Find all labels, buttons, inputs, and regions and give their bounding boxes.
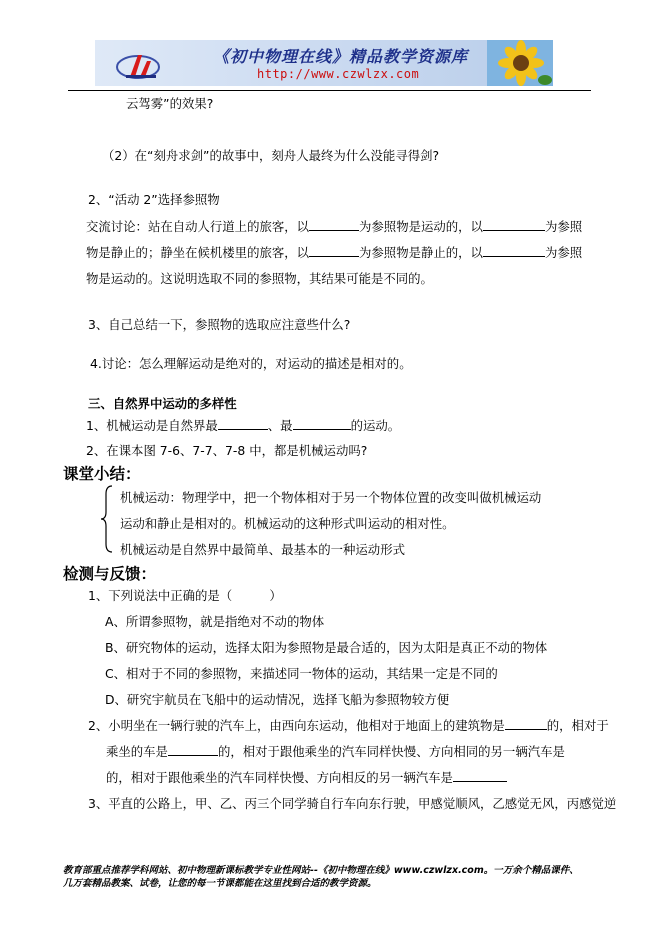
text-segment: 2、小明坐在一辆行驶的汽车上，由西向东运动，他相对于地面上的建筑物是 bbox=[88, 718, 505, 733]
text-segment: 为参照物是静止的，以 bbox=[359, 245, 483, 260]
feedback-heading: 检测与反馈： bbox=[63, 565, 157, 583]
summary-item: 机械运动：物理学中，把一个物体相对于另一个物体位置的改变叫做机械运动 bbox=[120, 490, 542, 505]
question-2: （2）在“刻舟求剑”的故事中，刻舟人最终为什么没能寻得剑? bbox=[102, 148, 440, 163]
activity-2-heading: 2、“活动 2”选择参照物 bbox=[88, 192, 220, 207]
option-c: C、相对于不同的参照物，来描述同一物体的运动，其结果一定是不同的 bbox=[105, 666, 498, 681]
question-3: 3、平直的公路上，甲、乙、丙三个同学骑自行车向东行驶，甲感觉顺风，乙感觉无风，丙感觉逆 bbox=[88, 796, 617, 811]
text-segment: 1、机械运动是自然界最 bbox=[86, 418, 218, 433]
text-segment: 物是静止的；静坐在候机楼里的旅客，以 bbox=[86, 245, 310, 260]
text-segment: 为参照 bbox=[544, 245, 583, 260]
footer-line: 几万套精品教案、试卷，让您的每一节课都能在这里找到合适的教学资源。 bbox=[63, 878, 377, 889]
summary-item: 机械运动是自然界中最简单、最基本的一种运动形式 bbox=[120, 542, 405, 557]
item-4: 4.讨论：怎么理解运动是绝对的，对运动的描述是相对的。 bbox=[90, 356, 412, 371]
text-segment: 、最 bbox=[267, 418, 293, 433]
section-3-item-1 bbox=[86, 416, 400, 434]
text-segment: 乘坐的车是 bbox=[106, 744, 168, 759]
answer-blank[interactable] bbox=[483, 245, 545, 257]
text-segment: 交流讨论：站在自动人行道上的旅客，以 bbox=[86, 219, 310, 234]
question-2-line-3 bbox=[106, 768, 507, 786]
text-line: 云驾雾”的效果? bbox=[126, 96, 214, 111]
text-segment: 的，相对于跟他乘坐的汽车同样快慢、方向相反的另一辆汽车是 bbox=[106, 770, 453, 785]
banner-title: 《初中物理在线》精品教学资源库 bbox=[213, 47, 469, 66]
header-divider bbox=[68, 90, 591, 91]
item-3: 3、自己总结一下，参照物的选取应注意些什么? bbox=[88, 317, 351, 332]
section-3-item-2: 2、在课本图 7-6、7-7、7-8 中，都是机械运动吗? bbox=[86, 443, 368, 458]
banner-url[interactable]: http://www.czwlzx.com bbox=[257, 67, 420, 81]
summary-item: 运动和静止是相对的。机械运动的这种形式叫运动的相对性。 bbox=[120, 516, 455, 531]
answer-blank[interactable] bbox=[293, 418, 351, 430]
discussion-line-1 bbox=[86, 217, 582, 235]
summary-heading-wrap bbox=[63, 462, 141, 484]
answer-blank[interactable] bbox=[505, 718, 547, 730]
brace-icon bbox=[100, 484, 114, 554]
answer-blank[interactable] bbox=[483, 219, 545, 231]
answer-blank[interactable] bbox=[168, 744, 218, 756]
discussion-line-3: 物是运动的。这说明选取不同的参照物，其结果可能是不同的。 bbox=[86, 271, 433, 286]
answer-blank[interactable] bbox=[453, 770, 507, 782]
discussion-line-2 bbox=[86, 243, 582, 261]
text-segment: 为参照 bbox=[544, 219, 583, 234]
site-logo-icon bbox=[116, 49, 168, 81]
feedback-heading-wrap bbox=[63, 562, 156, 584]
text-segment: 为参照物是运动的，以 bbox=[359, 219, 483, 234]
text-segment: 的运动。 bbox=[350, 418, 401, 433]
text-segment: 的，相对于跟他乘坐的汽车同样快慢、方向相同的另一辆汽车是 bbox=[217, 744, 565, 759]
summary-heading: 课堂小结： bbox=[63, 465, 141, 483]
option-d: D、研究宇航员在飞船中的运动情况，选择飞船为参照物较方便 bbox=[105, 692, 450, 707]
question-1: 1、下列说法中正确的是（ ） bbox=[88, 588, 282, 603]
footer-line: 教育部重点推荐学科网站、初中物理新课标教学专业性网站--《初中物理在线》www.czwlzx.com。一万余个精品课件、 bbox=[63, 865, 579, 876]
section-3-heading: 三、自然界中运动的多样性 bbox=[88, 396, 237, 411]
question-2-line-1 bbox=[88, 716, 609, 734]
option-a: A、所谓参照物，就是指绝对不动的物体 bbox=[105, 614, 325, 629]
answer-blank[interactable] bbox=[309, 245, 359, 257]
header-banner bbox=[95, 40, 553, 86]
page-footer bbox=[63, 864, 603, 890]
answer-blank[interactable] bbox=[309, 219, 359, 231]
answer-blank[interactable] bbox=[218, 418, 268, 430]
option-b: B、研究物体的运动，选择太阳为参照物是最合适的，因为太阳是真正不动的物体 bbox=[105, 640, 548, 655]
question-2-line-2 bbox=[106, 742, 565, 760]
sunflower-icon bbox=[487, 40, 553, 86]
text-segment: 的，相对于 bbox=[546, 718, 609, 733]
